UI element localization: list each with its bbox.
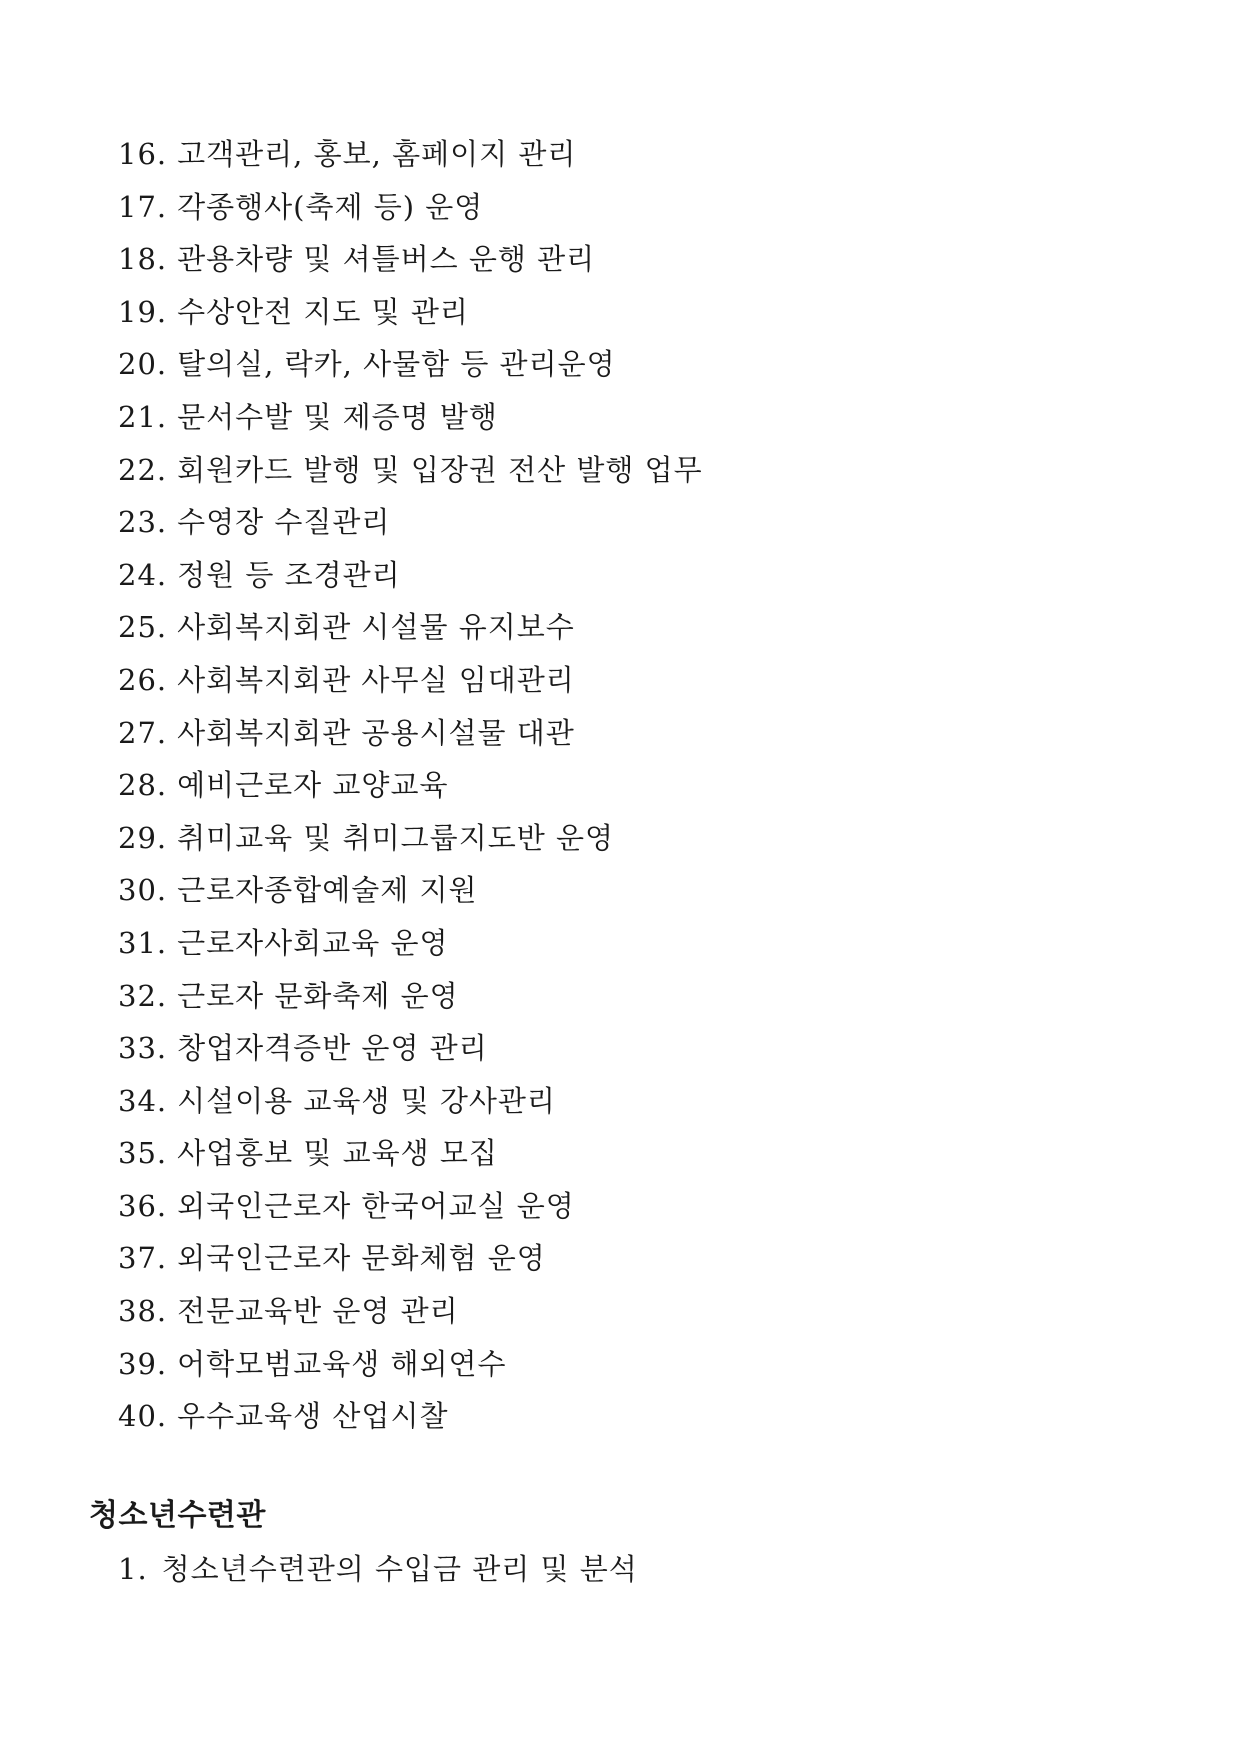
- list-item: [118, 864, 703, 917]
- item-number: 20.: [118, 347, 168, 382]
- item-text: 수상안전 지도 및 관리: [177, 294, 469, 329]
- item-number: 38.: [118, 1294, 168, 1329]
- list-item: [118, 970, 703, 1023]
- list-item: [118, 1543, 638, 1595]
- list-item: [118, 1285, 703, 1338]
- item-text: 각종행사(축제 등) 운영: [177, 189, 484, 224]
- section-title: 청소년수련관: [89, 1498, 266, 1533]
- item-text: 사회복지회관 사무실 임대관리: [177, 662, 575, 697]
- list-item: [118, 496, 703, 549]
- item-number: 35.: [118, 1136, 168, 1171]
- item-number: 39.: [118, 1346, 168, 1381]
- item-text: 근로자 문화축제 운영: [177, 978, 459, 1013]
- item-text: 전문교육반 운영 관리: [177, 1294, 459, 1329]
- list-item: [118, 1390, 703, 1443]
- list-item: [118, 444, 703, 497]
- item-text: 사회복지회관 시설물 유지보수: [177, 610, 575, 645]
- item-number: 18.: [118, 242, 168, 277]
- list-item: [118, 128, 703, 181]
- item-number: 27.: [118, 715, 168, 750]
- item-number: 21.: [118, 399, 168, 434]
- item-text: 고객관리, 홍보, 홈페이지 관리: [177, 137, 577, 171]
- item-text: 회원카드 발행 및 입장권 전산 발행 업무: [177, 452, 703, 487]
- list-item: [118, 233, 703, 286]
- item-text: 우수교육생 산업시찰: [177, 1399, 449, 1434]
- list-item: [118, 1022, 703, 1075]
- item-number: 1.: [118, 1552, 148, 1586]
- item-text: 정원 등 조경관리: [177, 557, 401, 592]
- list-item: [118, 549, 703, 602]
- item-number: 16.: [118, 137, 168, 171]
- item-text: 사회복지회관 공용시설물 대관: [177, 715, 575, 750]
- list-item: [118, 654, 703, 707]
- list-item: [118, 391, 703, 444]
- item-text: 시설이용 교육생 및 강사관리: [177, 1083, 556, 1118]
- list-item: [118, 1338, 703, 1391]
- item-number: 22.: [118, 452, 168, 487]
- list-item: [118, 181, 703, 234]
- item-text: 관용차량 및 셔틀버스 운행 관리: [177, 242, 596, 277]
- list-item: [118, 707, 703, 760]
- item-text: 어학모범교육생 해외연수: [177, 1346, 507, 1381]
- list-item: [118, 812, 703, 865]
- item-text: 수영장 수질관리: [177, 505, 391, 540]
- item-number: 29.: [118, 820, 168, 855]
- item-text: 청소년수련관의 수입금 관리 및 분석: [161, 1552, 638, 1586]
- item-number: 25.: [118, 610, 168, 645]
- item-text: 외국인근로자 한국어교실 운영: [177, 1188, 575, 1223]
- list-item: [118, 286, 703, 339]
- duty-list: [118, 128, 703, 1443]
- list-item: [118, 1232, 703, 1285]
- item-text: 취미교육 및 취미그룹지도반 운영: [177, 820, 614, 855]
- item-number: 40.: [118, 1399, 168, 1434]
- item-text: 창업자격증반 운영 관리: [177, 1031, 488, 1066]
- list-item: [118, 338, 703, 391]
- list-item: [118, 601, 703, 654]
- list-item: [118, 1180, 703, 1233]
- item-number: 23.: [118, 505, 168, 540]
- item-text: 탈의실, 락카, 사물함 등 관리운영: [177, 347, 616, 382]
- item-number: 32.: [118, 978, 168, 1013]
- list-item: [118, 1127, 703, 1180]
- item-number: 26.: [118, 662, 168, 697]
- item-number: 28.: [118, 768, 168, 803]
- item-number: 31.: [118, 925, 168, 960]
- item-text: 문서수발 및 제증명 발행: [177, 399, 498, 434]
- item-number: 24.: [118, 557, 168, 592]
- item-number: 30.: [118, 873, 168, 908]
- item-number: 33.: [118, 1031, 168, 1066]
- item-number: 34.: [118, 1083, 168, 1118]
- item-text: 외국인근로자 문화체험 운영: [177, 1241, 546, 1276]
- item-text: 근로자사회교육 운영: [177, 925, 449, 960]
- list-item: [118, 759, 703, 812]
- item-number: 36.: [118, 1188, 168, 1223]
- item-text: 예비근로자 교양교육: [177, 768, 449, 803]
- section-list: [118, 1543, 638, 1595]
- list-item: [118, 1075, 703, 1128]
- item-text: 근로자종합예술제 지원: [177, 873, 478, 908]
- item-number: 17.: [118, 189, 168, 224]
- item-text: 사업홍보 및 교육생 모집: [177, 1136, 498, 1171]
- item-number: 19.: [118, 294, 168, 329]
- item-number: 37.: [118, 1241, 168, 1276]
- list-item: [118, 917, 703, 970]
